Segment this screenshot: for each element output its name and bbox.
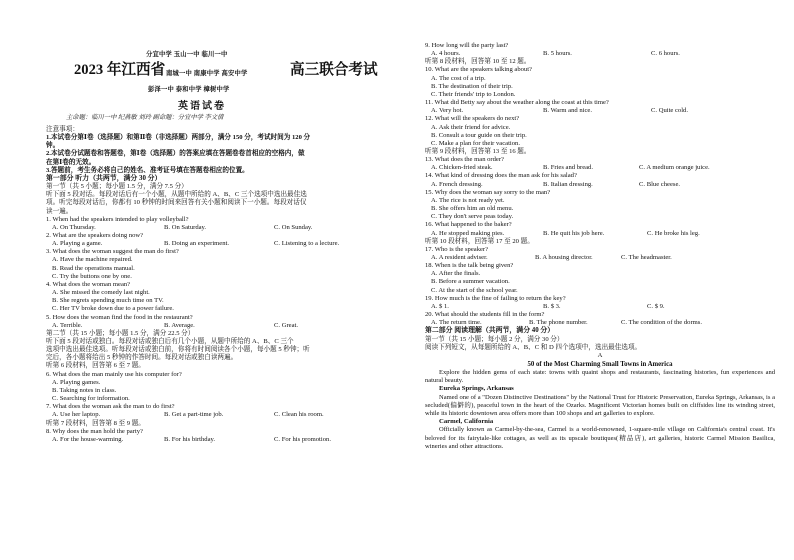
option-c: C. $ 9.: [647, 302, 665, 310]
option-b: B. Consult a tour guide on their trip.: [431, 131, 527, 139]
schools-line-2: 南城一中 南康中学 高安中学: [166, 70, 248, 77]
option-c: C. A medium orange juice.: [639, 164, 710, 172]
sec1-heading: 第一节（共 5 小题；每小题 1.5 分，满分 7.5 分）: [46, 183, 188, 191]
option-b: B. 5 hours.: [543, 50, 572, 58]
question-16: 16. What happened to the baker?: [425, 221, 512, 229]
option-b: B. Get a part-time job.: [164, 411, 224, 419]
options-row: [46, 322, 398, 330]
note-line: 2.本试卷分试题卷和答题卷，第Ⅰ卷（选择题）的答案应填在答题卷卷首相应的空格内，做: [46, 150, 305, 158]
listen-instruction: 听第 7 段材料，回答第 8 至 9 题。: [46, 419, 145, 427]
listen-instruction: 听第 10 段材料，回答第 17 至 20 题。: [425, 237, 534, 245]
option-c: C. 6 hours.: [651, 50, 680, 58]
notes-heading: 注意事项：: [46, 126, 79, 133]
options-row: [425, 230, 775, 238]
note-line: 3.答题前，考生务必将自己的姓名、准考证号填在答题卷相应的位置。: [46, 166, 249, 174]
option-b: B. Average.: [164, 321, 195, 329]
sec2-instruction: 选项中选出最佳选项。听每段对话或独白前，你将有时间阅读各个小题，每小题 5 秒钟；听: [46, 346, 310, 354]
option-b: B. Italian dressing.: [543, 180, 593, 188]
option-a: A. For the house-warming.: [52, 435, 124, 443]
option-c: C. Try the buttons one by one.: [52, 272, 132, 280]
options-row: [425, 107, 775, 115]
question-15: 15. Why does the woman say sorry to the man?: [425, 188, 551, 196]
question-17: 17. Who is the speaker?: [425, 245, 489, 253]
question-1: 1. When had the speakers intended to play volleyball?: [46, 215, 189, 223]
schools-line-1: 分宜中学 玉山一中 临川一中: [146, 51, 228, 58]
question-7: 7. What does the woman ask the man to do first?: [46, 403, 175, 411]
sec1-instruction: 项。听完每段对话后，你都有 10 秒钟的时间来回答有关小题和阅读下一小题。每段对话仅: [46, 199, 307, 207]
option-a: A. The rice is not ready yet.: [431, 196, 505, 204]
part1-heading: 第一部分 听力（共两节，满分 30 分）: [46, 174, 162, 182]
option-a: A. The cost of a trip.: [431, 74, 486, 82]
town-description: Officially known as Carmel-by-the-sea, Carmel is a world-renowned, 1-square-mile village on California's central coast. It's beloved for its fairytale-like cottages, as well as its upscale boutiques(精品店), art galleries, historic Carmel Mission Basilica, wineries and other attractions.: [425, 426, 775, 450]
option-b: B. On Saturday.: [164, 223, 207, 231]
part2-heading: 第二部分 阅读理解（共两节，满分 40 分）: [425, 327, 555, 335]
option-c: C. The condition of the dorms.: [621, 319, 703, 327]
options-row: [46, 240, 398, 248]
option-b: B. Taking notes in class.: [52, 386, 117, 394]
option-c: C. They don't serve peas today.: [431, 213, 514, 221]
question-8: 8. Why does the man hold the party?: [46, 427, 143, 435]
right-column: [425, 0, 775, 560]
options-row: [46, 224, 398, 232]
option-a: A. Very hot.: [431, 107, 464, 115]
option-a: A. Use her laptop.: [52, 411, 101, 419]
option-a: A. A resident adviser.: [431, 253, 488, 261]
question-14: 14. What kind of dressing does the man ask for his salad?: [425, 172, 577, 180]
option-c: C. Listening to a lecture.: [274, 240, 340, 248]
option-c: C. Searching for information.: [52, 395, 130, 403]
article-title: 50 of the Most Charming Small Towns in America: [527, 361, 673, 369]
town-description: Named one of a "Dozen Distinctive Destinations" by the National Trust for Historic Preservation, Eureka Springs, Arkansas, is a secluded(偏僻的), peaceful town in the heart of the Ozarks. Magnificent Victorian homes built on cliffsides line its winding street, while its historic downtown area offers more than 100 shops and art galleries to explore.: [425, 393, 775, 418]
option-a: A. Ask their friend for advice.: [431, 123, 511, 131]
option-a: A. Terrible.: [52, 321, 83, 329]
reading-instruction: 阅读下列短文，从每题所给的 A、B、C 和 D 四个选项中，选出最佳选项。: [425, 343, 642, 351]
question-3: 3. What does the woman suggest the man do first?: [46, 248, 179, 256]
schools-line-3: 彭泽一中 泰和中学 樟树中学: [148, 86, 230, 93]
question-6: 6. What does the man mainly use his computer for?: [46, 370, 182, 378]
option-a: A. French dressing.: [431, 180, 483, 188]
option-c: C. Quite cold.: [651, 107, 688, 115]
option-c: C. Make a plan for their vacation.: [431, 139, 520, 147]
credits-line: 主命题：临川一中 纪燕敏 刘玲 副命题：分宜中学 李文倩: [66, 114, 224, 121]
option-a: A. Chicken-fried steak.: [431, 164, 493, 172]
option-b: B. Read the operations manual.: [52, 264, 135, 272]
option-c: C. On Sunday.: [274, 223, 313, 231]
option-b: B. Doing an experiment.: [164, 240, 230, 248]
part2-sec1-heading: 第一节（共 15 小题；每小题 2 分，满分 30 分）: [425, 335, 564, 343]
option-c: C. Her TV broke down due to a power failure.: [52, 305, 174, 313]
title-main: 高三联合考试: [290, 62, 378, 78]
sec2-instruction: 听下面 5 段对话或独白。每段对话或独白后有几个小题，从题中所给的 A、B、C 三个: [46, 338, 294, 346]
sec1-instruction: 听下面 5 段对话。每段对话后有一个小题，从题中所给的 A、B、C 三个选项中选出最佳选: [46, 191, 307, 199]
option-c: C. For his promotion.: [274, 435, 331, 443]
option-b: B. Fries and bread.: [543, 164, 593, 172]
option-c: C. The headmaster.: [621, 253, 672, 261]
option-b: B. The phone number.: [529, 319, 588, 327]
options-row: [425, 319, 775, 327]
left-column: [46, 0, 398, 560]
question-5: 5. How does the woman find the food in the restaurant?: [46, 313, 193, 321]
options-row: [425, 164, 775, 172]
option-b: B. She offers him an old menu.: [431, 205, 514, 213]
options-row: [425, 181, 775, 189]
option-a: A. 4 hours.: [431, 50, 461, 58]
option-c: C. Their friends' trip to London.: [431, 90, 516, 98]
option-b: B. She regrets spending much time on TV.: [52, 297, 164, 305]
question-20: 20. What should the students fill in the form?: [425, 311, 545, 319]
options-row: [46, 411, 398, 419]
option-c: C. Blue cheese.: [639, 180, 681, 188]
listen-instruction: 听第 8 段材料，回答第 10 至 12 题。: [425, 58, 531, 66]
subject-title: 英语试卷: [178, 101, 226, 112]
question-9: 9. How long will the party last?: [425, 42, 509, 49]
options-row: [425, 50, 775, 58]
title-year: 2023 年江西省: [74, 62, 166, 78]
options-row: [46, 436, 398, 444]
option-a: A. He stopped making pies.: [431, 229, 505, 237]
option-a: A. She missed the comedy last night.: [52, 289, 150, 297]
option-b: B. For his birthday.: [164, 435, 216, 443]
option-c: C. He broke his leg.: [647, 229, 700, 237]
option-a: A. After the finals.: [431, 270, 481, 278]
options-row: [425, 303, 775, 311]
option-b: B. $ 3.: [543, 302, 561, 310]
question-13: 13. What does the man order?: [425, 156, 504, 164]
option-c: C. Clean his room.: [274, 411, 324, 419]
question-4: 4. What does the woman mean?: [46, 280, 131, 288]
option-c: C. At the start of the school year.: [431, 286, 518, 294]
option-b: B. A housing director.: [535, 253, 593, 261]
left-content: [46, 126, 398, 444]
question-12: 12. What will the speakers do next?: [425, 115, 520, 123]
options-row: [425, 254, 775, 262]
option-b: B. Warm and nice.: [543, 107, 592, 115]
town-heading: Carmel, California: [439, 418, 494, 426]
note-line: 钟。: [46, 142, 60, 150]
passage-label: A: [597, 351, 603, 359]
note-line: 在第Ⅰ卷的无效。: [46, 158, 96, 166]
question-19: 19. How much is the fine of failing to return the key?: [425, 294, 566, 302]
question-2: 2. What are the speakers doing now?: [46, 232, 144, 240]
option-c: C. Great.: [274, 321, 298, 329]
article-intro: Explore the hidden gems of each state: towns with quaint shops and restaurants, fascinating histories, fun experiences and natural beauty.: [425, 369, 775, 385]
option-a: A. Playing a game.: [52, 240, 103, 248]
note-line: 1.本试卷分第Ⅰ卷（选择题）和第Ⅱ卷（非选择题）两部分，满分 150 分，考试时间为 120 分: [46, 134, 311, 142]
town-heading: Eureka Springs, Arkansas: [439, 385, 514, 393]
option-a: A. On Thursday.: [52, 223, 96, 231]
option-a: A. The return time.: [431, 319, 482, 327]
sec1-instruction: 读一遍。: [46, 207, 73, 215]
option-b: B. He quit his job here.: [543, 229, 605, 237]
option-a: A. Have the machine repaired.: [52, 256, 133, 264]
listen-instruction: 听第 9 段材料，回答第 13 至 16 题。: [425, 148, 531, 155]
sec2-heading: 第二节（共 15 小题；每小题 1.5 分，满分 22.5 分）: [46, 329, 195, 337]
right-content: [425, 42, 775, 451]
listen-instruction: 听第 6 段材料，回答第 6 至 7 题。: [46, 362, 145, 370]
sec2-instruction: 完后，各小题将给出 5 秒钟的作答时间。每段对话或独白读两遍。: [46, 354, 238, 362]
question-11: 11. What did Betty say about the weather along the coast at this time?: [425, 99, 609, 107]
option-a: A. $ 1.: [431, 302, 449, 310]
option-b: B. The destination of their trip.: [431, 82, 513, 90]
option-b: B. Before a summer vacation.: [431, 278, 510, 286]
question-10: 10. What are the speakers talking about?: [425, 66, 532, 74]
question-18: 18. When is the talk being given?: [425, 262, 514, 270]
option-a: A. Playing games.: [52, 378, 101, 386]
